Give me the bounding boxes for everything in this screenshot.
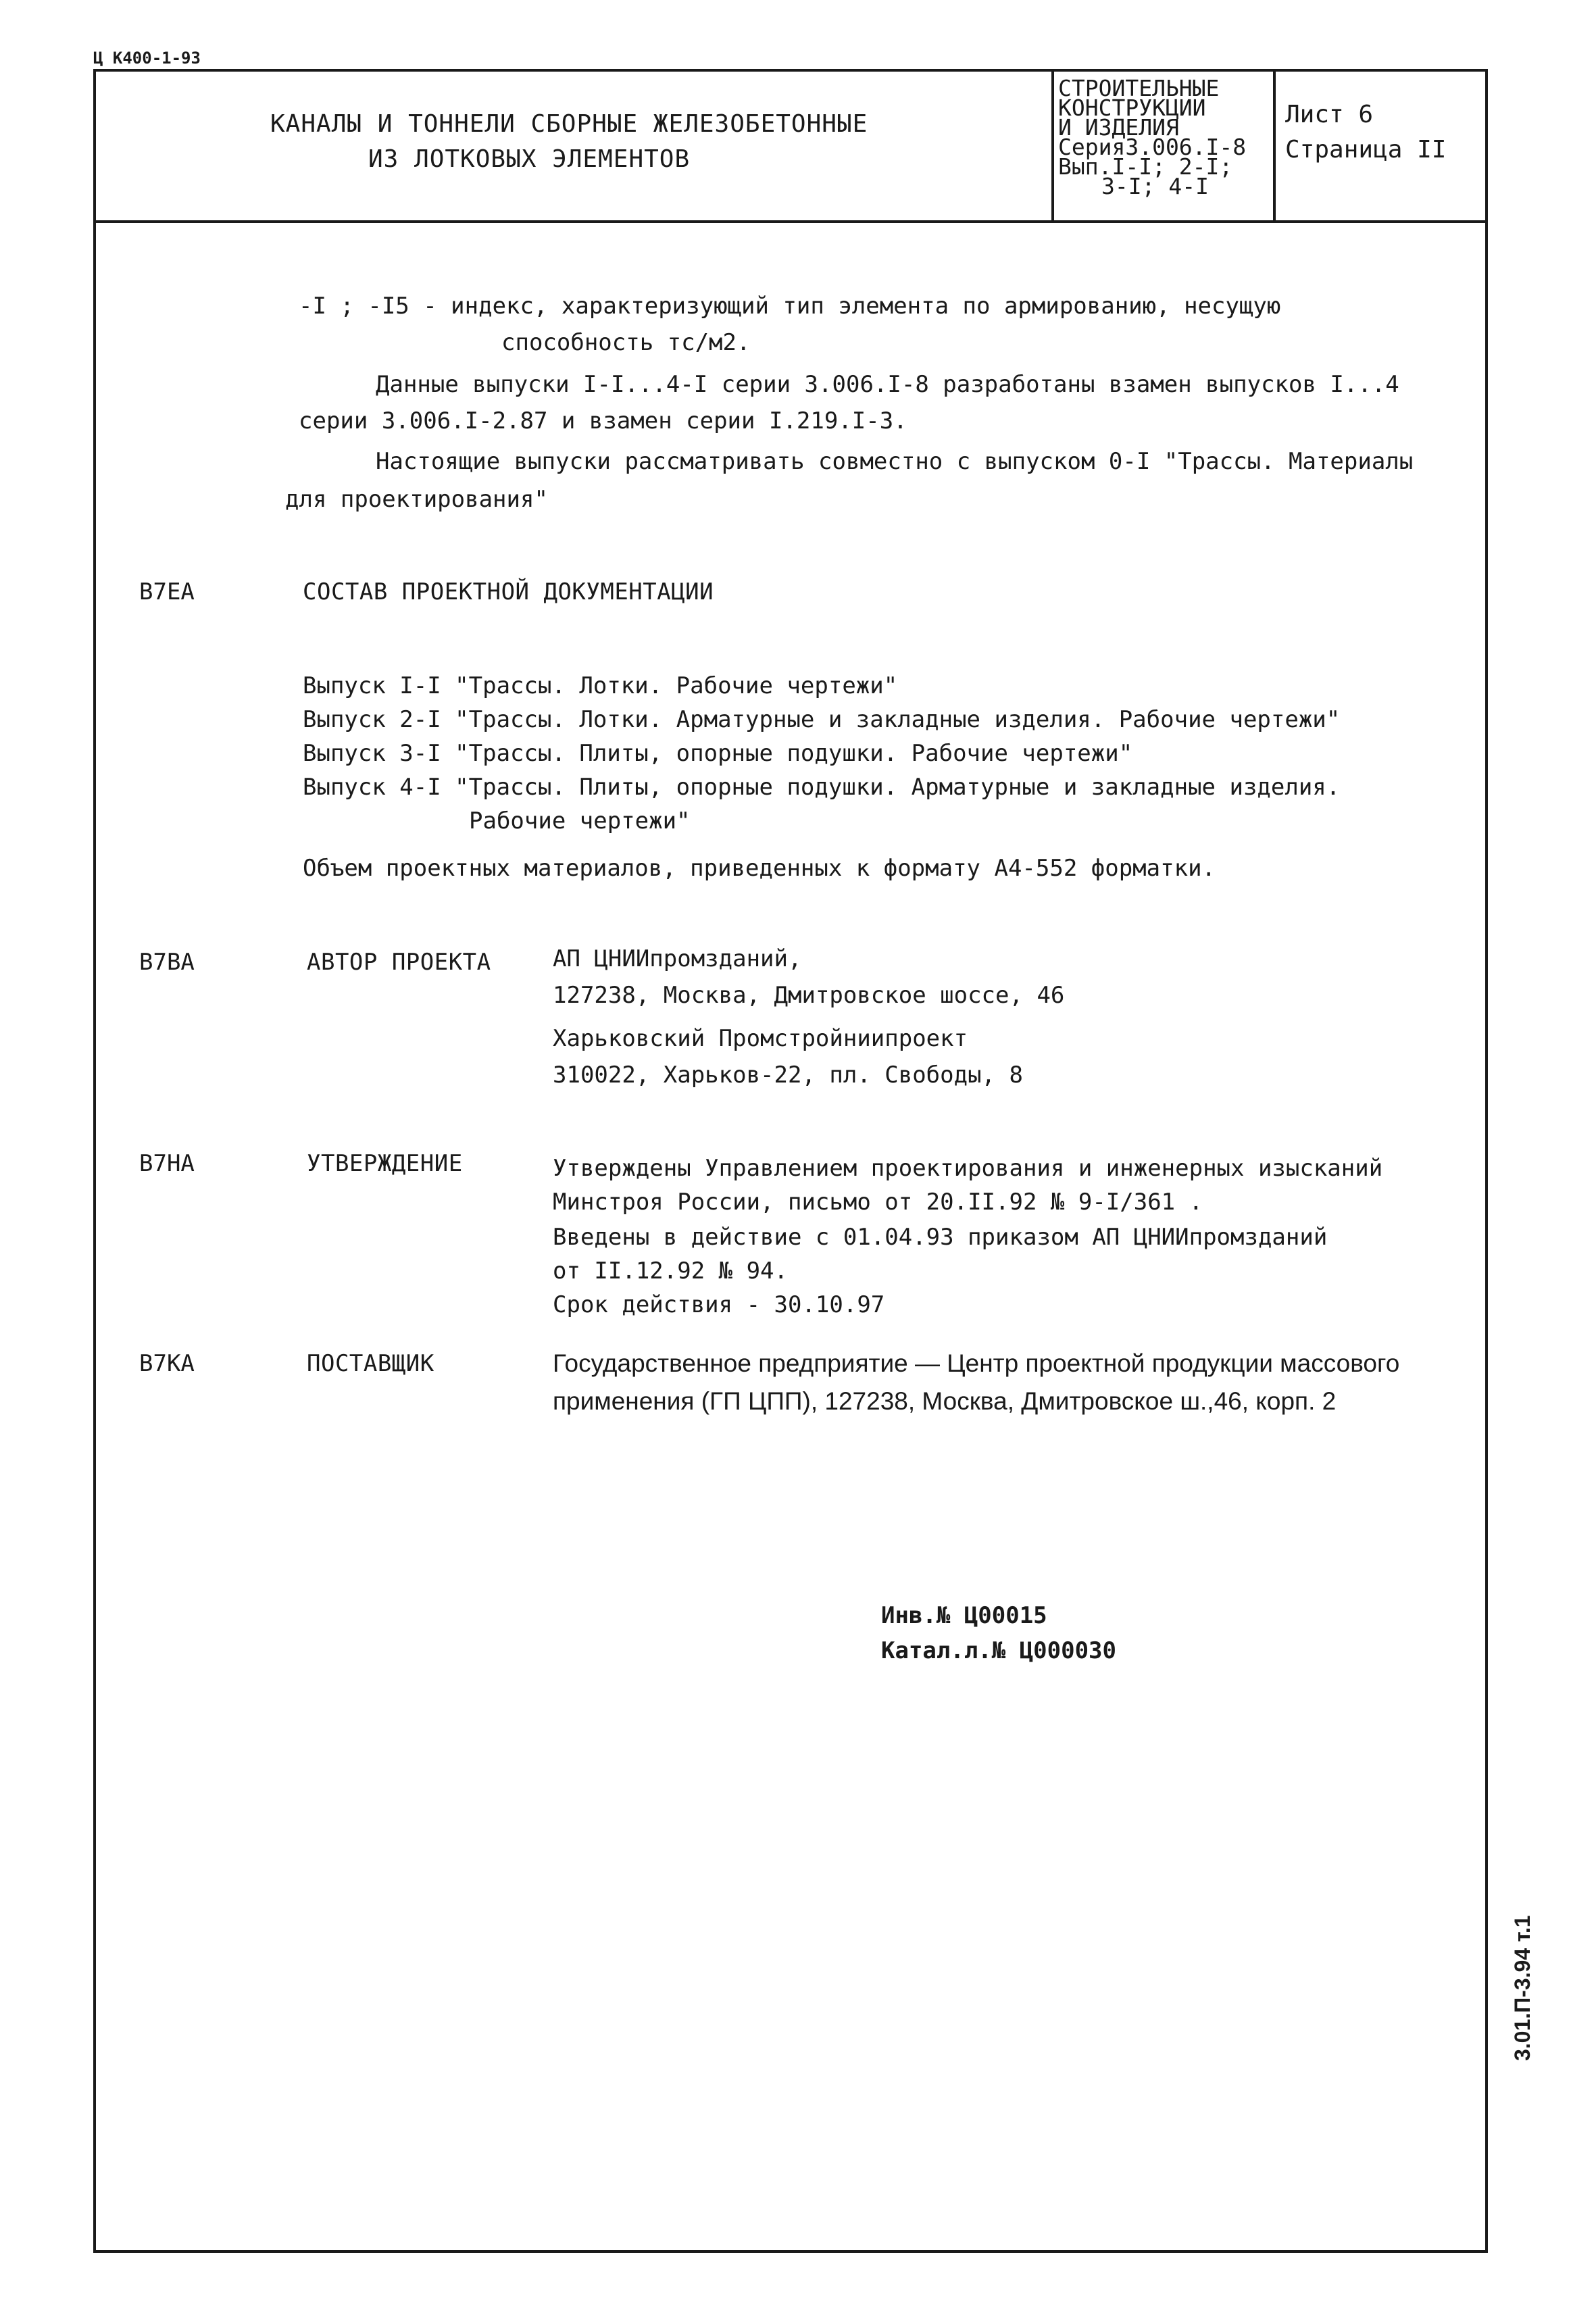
intro-line: серии 3.006.I-2.87 и взамен серии I.219.I-3.	[299, 407, 907, 434]
page-number: Страница II	[1285, 136, 1447, 164]
issue-list-item: Выпуск 4-I "Трассы. Плиты, опорные подушки. Арматурные и закладные изделия.	[303, 774, 1341, 801]
side-document-code: 3.01.П-3.94 т.1	[1510, 1915, 1535, 2061]
stamp-line: КОНСТРУКЦИИ	[1058, 95, 1206, 121]
section-label: АВТОР ПРОЕКТА	[307, 949, 491, 976]
stamp-line: Серия3.006.I-8	[1058, 134, 1247, 160]
stamp-divider-left	[1051, 69, 1054, 222]
issue-list-item: Выпуск I-I "Трассы. Лотки. Рабочие чертежи"	[303, 672, 898, 699]
approval-line: от II.12.92 № 94.	[553, 1258, 788, 1285]
sheet-number: Лист 6	[1285, 101, 1374, 128]
section-code: В7ВА	[139, 949, 195, 976]
stamp-divider-right	[1273, 69, 1276, 222]
section-title: СОСТАВ ПРОЕКТНОЙ ДОКУМЕНТАЦИИ	[303, 578, 714, 605]
intro-line: -I ; -I5 - индекс, характеризующий тип элемента по армированию, несущую	[299, 293, 1281, 320]
approval-line: Введены в действие с 01.04.93 приказом АП ЦНИИпромзданий	[553, 1224, 1328, 1251]
issue-list-item: Выпуск 3-I "Трассы. Плиты, опорные подушки. Рабочие чертежи"	[303, 740, 1133, 767]
stamp-line: И ИЗДЕЛИЯ	[1058, 114, 1179, 141]
issue-list-item: Выпуск 2-I "Трассы. Лотки. Арматурные и закладные изделия. Рабочие чертежи"	[303, 706, 1341, 733]
header-divider	[93, 220, 1488, 223]
corner-code: Ц К400-1-93	[93, 49, 201, 68]
supplier-line: Государственное предприятие — Центр проектной продукции массового	[553, 1349, 1400, 1377]
stamp-line: Вып.I-I; 2-I;	[1058, 153, 1233, 180]
section-code: В7НА	[139, 1150, 195, 1177]
stamp-line: СТРОИТЕЛЬНЫЕ	[1058, 75, 1220, 101]
approval-line: Минстроя России, письмо от 20.II.92 № 9-I/361 .	[553, 1189, 1203, 1216]
author-line: Харьковский Промстройниипроект	[553, 1025, 968, 1052]
intro-line: для проектирования"	[285, 486, 548, 513]
author-line: 127238, Москва, Дмитровское шоссе, 46	[553, 982, 1065, 1009]
author-line: АП ЦНИИпромзданий,	[553, 945, 802, 972]
approval-line: Утверждены Управлением проектирования и инженерных изысканий	[553, 1155, 1383, 1182]
author-line: 310022, Харьков-22, пл. Свободы, 8	[553, 1062, 1023, 1089]
stamp-line: 3-I; 4-I	[1101, 173, 1209, 199]
section-label: УТВЕРЖДЕНИЕ	[307, 1150, 463, 1177]
catalog-number: Катал.л.№ Ц000030	[881, 1637, 1116, 1664]
section-code: В7КА	[139, 1350, 195, 1377]
intro-line: Данные выпуски I-I...4-I серии 3.006.I-8 разработаны взамен выпусков I...4	[376, 371, 1399, 398]
intro-line: способность тс/м2.	[501, 329, 751, 356]
volume-note: Объем проектных материалов, приведенных к формату А4-552 форматки.	[303, 855, 1216, 882]
stamp-block	[1058, 75, 1247, 199]
supplier-line: применения (ГП ЦПП), 127238, Москва, Дмитровское ш.,46, корп. 2	[553, 1387, 1337, 1415]
document-title-line2: ИЗ ЛОТКОВЫХ ЭЛЕМЕНТОВ	[368, 145, 691, 173]
inventory-number: Инв.№ Ц00015	[881, 1602, 1047, 1629]
document-title-line1: КАНАЛЫ И ТОННЕЛИ СБОРНЫЕ ЖЕЛЕЗОБЕТОННЫЕ	[270, 110, 868, 138]
intro-line: Настоящие выпуски рассматривать совместно с выпуском 0-I "Трассы. Материалы	[376, 448, 1414, 475]
section-code: В7ЕА	[139, 578, 195, 605]
section-label: ПОСТАВЩИК	[307, 1350, 434, 1377]
issue-list-item: Рабочие чертежи"	[469, 807, 691, 835]
approval-line: Срок действия - 30.10.97	[553, 1291, 885, 1318]
